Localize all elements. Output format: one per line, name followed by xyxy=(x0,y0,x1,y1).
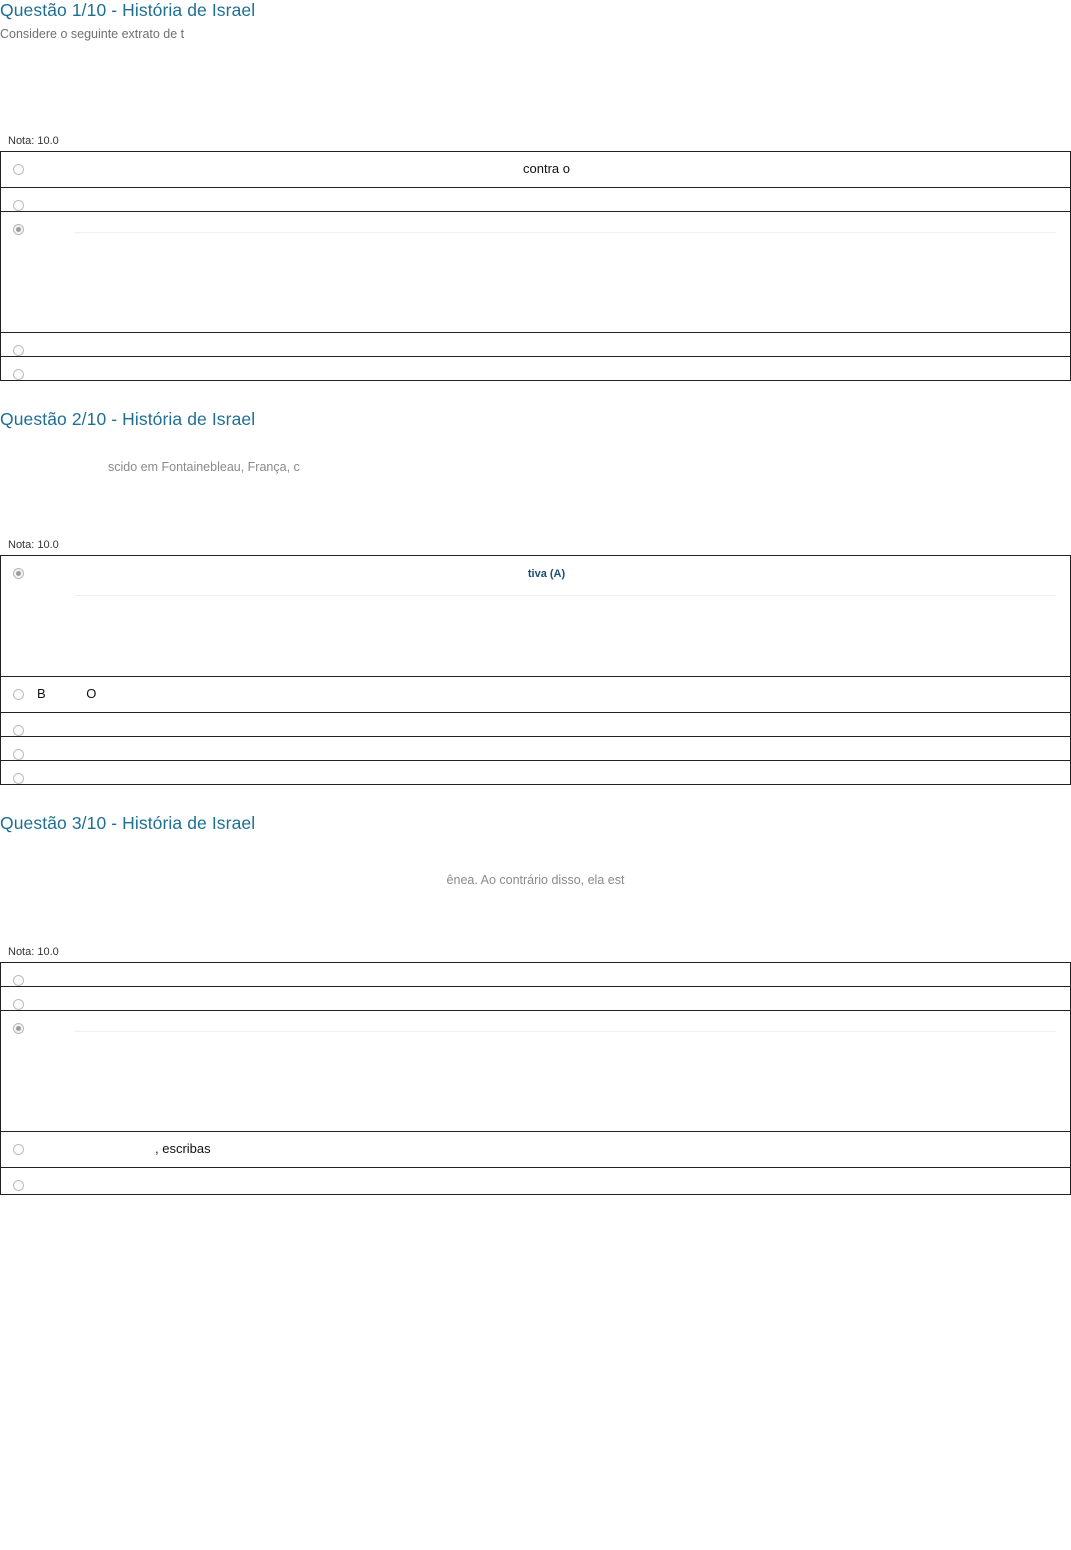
radio-button-icon[interactable] xyxy=(13,975,24,986)
radio-cell[interactable] xyxy=(1,737,37,760)
option-text xyxy=(37,188,1070,206)
radio-cell[interactable] xyxy=(1,987,37,1010)
option-text-value: tiva (A) xyxy=(527,568,566,581)
radio-cell[interactable] xyxy=(1,212,37,235)
question-3-pre-space xyxy=(0,835,1071,871)
option-row-selected[interactable] xyxy=(1,556,1070,677)
option-row[interactable] xyxy=(1,987,1070,1011)
question-3-grade: Nota: 10.0 xyxy=(8,945,59,958)
option-text xyxy=(37,987,1070,1005)
option-row[interactable] xyxy=(1,677,1070,713)
option-text xyxy=(37,333,1070,351)
radio-cell[interactable] xyxy=(1,1011,37,1034)
radio-button-selected-icon[interactable] xyxy=(13,568,24,579)
option-row-selected[interactable] xyxy=(1,212,1070,333)
radio-button-icon[interactable] xyxy=(13,999,24,1010)
question-1-grade: Nota: 10.0 xyxy=(8,134,59,147)
radio-cell[interactable] xyxy=(1,556,37,579)
question-3-options xyxy=(0,962,1071,1195)
question-2-pre-space xyxy=(0,430,1071,458)
option-text xyxy=(37,761,1070,779)
option-row-selected[interactable] xyxy=(1,1011,1070,1132)
option-text-value: O xyxy=(86,686,97,702)
radio-button-icon[interactable] xyxy=(13,200,24,211)
option-text xyxy=(37,713,1070,731)
option-text xyxy=(37,1011,1070,1131)
radio-button-icon[interactable] xyxy=(13,749,24,760)
option-text xyxy=(37,677,1070,712)
option-divider xyxy=(75,595,1056,596)
question-subtitle-1: Considere o seguinte extrato de t xyxy=(0,26,185,41)
option-text xyxy=(37,212,1070,332)
option-row[interactable] xyxy=(1,963,1070,987)
question-2-options xyxy=(0,555,1071,785)
radio-button-icon[interactable] xyxy=(13,345,24,356)
radio-cell[interactable] xyxy=(1,333,37,356)
option-text xyxy=(37,963,1070,981)
radio-cell[interactable] xyxy=(1,188,37,211)
radio-cell[interactable] xyxy=(1,761,37,784)
radio-button-selected-icon[interactable] xyxy=(13,1023,24,1034)
question-3-statement: ênea. Ao contrário disso, ela est xyxy=(446,872,625,887)
radio-cell[interactable] xyxy=(1,1132,37,1155)
option-text xyxy=(37,1168,1070,1194)
radio-button-icon[interactable] xyxy=(13,725,24,736)
radio-button-selected-icon[interactable] xyxy=(13,224,24,235)
question-1-statement-space xyxy=(0,43,1071,135)
question-title-1: Questão 1/10 - História de Israel xyxy=(0,0,256,20)
option-row[interactable] xyxy=(1,761,1070,785)
option-divider xyxy=(75,1031,1056,1032)
radio-button-icon[interactable] xyxy=(13,689,24,700)
question-title-3: Questão 3/10 - História de Israel xyxy=(0,813,256,834)
option-row[interactable] xyxy=(1,713,1070,737)
option-text xyxy=(37,556,1070,676)
radio-cell[interactable] xyxy=(1,1168,37,1191)
radio-cell[interactable] xyxy=(1,677,37,700)
question-2-statement-space xyxy=(0,477,1071,539)
page-bottom-space xyxy=(0,1195,1071,1243)
question-block-2 xyxy=(0,409,1071,785)
question-block-1 xyxy=(0,0,1071,381)
radio-button-icon[interactable] xyxy=(13,1144,24,1155)
option-text xyxy=(37,737,1070,755)
question-2-statement: scido em Fontainebleau, França, c xyxy=(108,460,300,475)
block-gap-1 xyxy=(0,381,1071,409)
option-letter: B xyxy=(37,686,46,702)
option-text: , escribas xyxy=(155,1140,211,1156)
question-block-3 xyxy=(0,813,1071,1194)
option-row[interactable] xyxy=(1,1168,1070,1195)
question-1-options xyxy=(0,151,1071,381)
block-gap-2 xyxy=(0,785,1071,813)
question-3-statement-space xyxy=(0,890,1071,946)
radio-cell[interactable] xyxy=(1,152,37,175)
question-2-grade: Nota: 10.0 xyxy=(8,539,59,552)
option-row[interactable] xyxy=(1,152,1070,188)
radio-cell[interactable] xyxy=(1,963,37,986)
radio-button-icon[interactable] xyxy=(13,1180,24,1191)
option-row[interactable] xyxy=(1,333,1070,357)
radio-button-icon[interactable] xyxy=(13,773,24,784)
radio-button-icon[interactable] xyxy=(13,369,24,380)
radio-cell[interactable] xyxy=(1,357,37,380)
option-text xyxy=(37,357,1070,375)
radio-cell[interactable] xyxy=(1,713,37,736)
option-row[interactable] xyxy=(1,1132,1070,1168)
option-divider xyxy=(75,232,1056,233)
question-title-2: Questão 2/10 - História de Israel xyxy=(0,408,256,429)
option-text: contra o xyxy=(523,160,570,176)
option-row[interactable] xyxy=(1,357,1070,381)
option-row[interactable] xyxy=(1,188,1070,212)
option-row[interactable] xyxy=(1,737,1070,761)
radio-button-icon[interactable] xyxy=(13,164,24,175)
